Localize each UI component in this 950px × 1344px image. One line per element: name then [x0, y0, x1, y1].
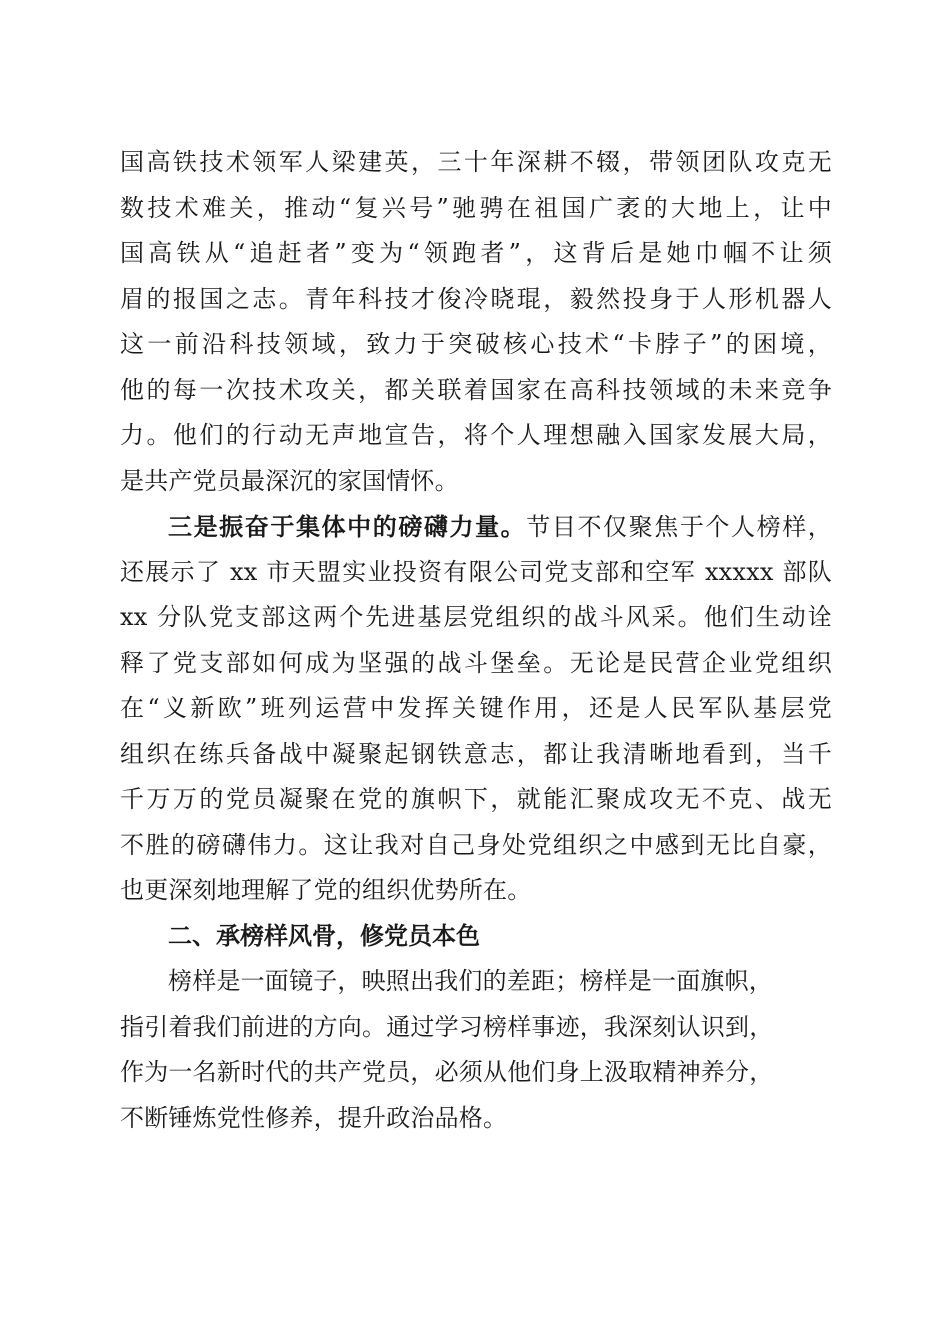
section-heading: 二、承榜样风骨，修党员本色 [168, 921, 480, 950]
text-line: 不胜的磅礴伟力。这让我对自己身处党组织之中感到无比自豪， [120, 830, 832, 859]
text-line: 指引着我们前进的方向。通过学习榜样事迹，我深刻认识到， [120, 1012, 774, 1041]
text-line [120, 504, 832, 550]
document-body [120, 140, 832, 1141]
text-line: 榜样是一面镜子，映照出我们的差距；榜样是一面旗帜， [168, 967, 773, 995]
text-line: 不断锤炼党性修养，提升政治品格。 [120, 1103, 508, 1132]
text-line: 千万万的党员凝聚在党的旗帜下，就能汇聚成攻无不克、战无 [120, 785, 832, 813]
text-line: 这一前沿科技领域，致力于突破核心技术“卡脖子”的困境， [120, 330, 832, 358]
text-line: 组织在练兵备战中凝聚起钢铁意志，都让我清晰地看到，当千 [120, 739, 832, 768]
text-span: 节目不仅聚焦于个人榜样， [526, 513, 832, 541]
text-line: 在“义新欧”班列运营中发挥关键作用，还是人民军队基层党 [120, 694, 832, 722]
text-line: 眉的报国之志。青年科技才俊冷晓琨，毅然投身于人形机器人 [120, 284, 832, 313]
text-line: 数技术难关，推动“复兴号”驰骋在祖国广袤的大地上，让中 [120, 193, 832, 222]
paragraph-2 [120, 504, 832, 914]
text-line: 他的每一次技术攻关，都关联着国家在高科技领域的未来竞争 [120, 375, 832, 404]
text-line: 还展示了 xx 市天盟实业投资有限公司党支部和空军 xxxxx 部队 [120, 557, 832, 586]
text-line: xx 分队党支部这两个先进基层党组织的战斗风采。他们生动诠 [120, 603, 832, 631]
paragraph-lead-heading: 三是振奋于集体中的磅礴力量。 [168, 512, 527, 541]
text-line: 国高铁技术领军人梁建英，三十年深耕不辍，带领团队攻克无 [120, 148, 832, 176]
text-line: 力。他们的行动无声地宣告，将个人理想融入国家发展大局， [120, 421, 832, 449]
text-line: 国高铁从“追赶者”变为“领跑者”，这背后是她巾帼不让须 [120, 239, 832, 267]
paragraph-3 [120, 959, 832, 1141]
paragraph-1 [120, 140, 832, 504]
text-line: 释了党支部如何成为坚强的战斗堡垒。无论是民营企业党组织 [120, 648, 832, 677]
text-line: 是共产党员最深沉的家国情怀。 [120, 466, 459, 495]
text-line: 作为一名新时代的共产党员，必须从他们身上汲取精神养分， [120, 1058, 774, 1086]
text-line: 也更深刻地理解了党的组织优势所在。 [120, 876, 532, 904]
